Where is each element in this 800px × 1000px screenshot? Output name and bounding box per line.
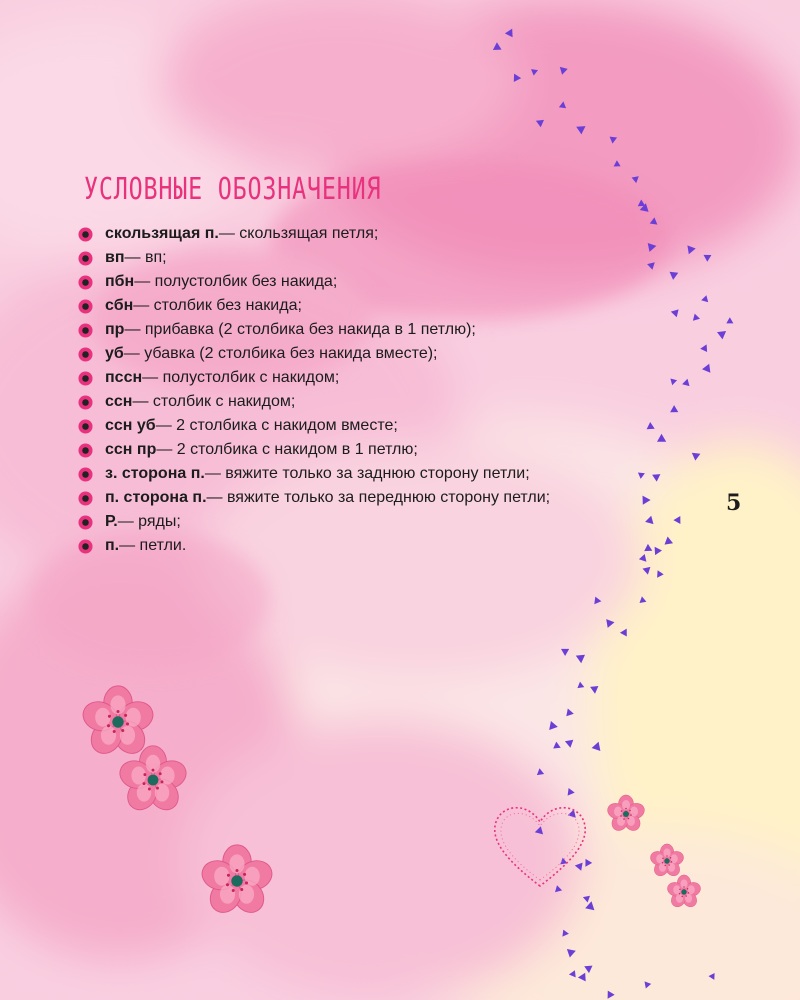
legend-desc: — полустолбик с накидом; xyxy=(142,369,340,386)
triangle-mark xyxy=(560,67,568,75)
triangle-mark xyxy=(576,126,585,134)
triangle-mark xyxy=(643,567,651,575)
flower-bullet-icon xyxy=(78,395,93,410)
list-item xyxy=(78,294,550,318)
legend-desc: — убавка (2 столбика без накида вместе); xyxy=(123,345,438,362)
legend-abbr: пссн xyxy=(105,369,143,386)
triangle-mark xyxy=(647,422,655,429)
list-item xyxy=(78,270,550,294)
legend-abbr: скользящая п. xyxy=(105,225,219,242)
legend-abbr: ссн пр xyxy=(105,441,157,458)
triangle-mark xyxy=(670,272,679,280)
triangle-mark xyxy=(645,516,653,524)
triangle-mark xyxy=(650,217,658,224)
legend-abbr: пр xyxy=(105,321,125,338)
list-item xyxy=(78,462,550,486)
list-item xyxy=(78,510,550,534)
heart-icon xyxy=(486,798,594,894)
legend-abbr: пбн xyxy=(105,273,135,290)
triangle-mark xyxy=(614,160,621,166)
legend-desc: — вп; xyxy=(124,249,167,266)
triangle-mark xyxy=(670,405,678,412)
flower-bullet-icon xyxy=(78,323,93,338)
triangle-mark xyxy=(657,434,666,442)
flower-icon xyxy=(606,794,646,834)
flower-icon xyxy=(117,744,189,816)
legend-desc: — столбик с накидом; xyxy=(132,393,296,410)
list-item xyxy=(78,534,550,558)
legend-desc: — ряды; xyxy=(117,513,181,530)
triangle-mark xyxy=(701,295,708,302)
triangle-mark xyxy=(687,245,695,254)
list-item xyxy=(78,414,550,438)
legend-desc: — 2 столбика с накидом вместе; xyxy=(155,417,398,434)
legend-abbr: п. сторона п. xyxy=(105,489,207,506)
legend-desc: — столбик без накида; xyxy=(133,297,302,314)
triangle-mark xyxy=(693,314,700,321)
triangle-mark xyxy=(692,453,701,461)
list-item xyxy=(78,246,550,270)
triangle-mark xyxy=(505,29,513,38)
triangle-mark xyxy=(638,200,646,207)
triangle-mark xyxy=(648,243,657,252)
triangle-mark xyxy=(709,973,715,980)
flower-bullet-icon xyxy=(78,491,93,506)
list-item xyxy=(78,366,550,390)
legend-abbr: з. сторона п. xyxy=(105,465,205,482)
list-item xyxy=(78,222,550,246)
legend-desc: — 2 столбика с накидом в 1 петлю; xyxy=(156,441,418,458)
legend-abbr: Р. xyxy=(105,513,118,530)
triangle-mark xyxy=(665,537,674,545)
legend-abbr: ссн уб xyxy=(105,417,156,434)
legend-desc: — петли. xyxy=(119,537,187,554)
legend-list xyxy=(78,222,550,558)
flower-bullet-icon xyxy=(78,347,93,362)
triangle-mark xyxy=(567,949,576,958)
triangle-mark xyxy=(682,379,689,386)
triangle-mark xyxy=(569,970,576,977)
triangle-mark xyxy=(531,69,538,76)
legend-desc: — прибавка (2 столбика без накида в 1 петлю); xyxy=(124,321,476,338)
flower-bullet-icon xyxy=(78,275,93,290)
triangle-mark xyxy=(578,973,586,982)
triangle-mark xyxy=(673,516,680,524)
flower-bullet-icon xyxy=(78,371,93,386)
triangle-mark xyxy=(577,682,584,689)
triangle-mark xyxy=(606,619,614,628)
flower-bullet-icon xyxy=(78,515,93,530)
triangle-mark xyxy=(726,317,733,323)
triangle-mark xyxy=(638,473,645,479)
legend-desc: — полустолбик без накида; xyxy=(134,273,338,290)
triangle-mark xyxy=(643,496,651,505)
list-item xyxy=(78,390,550,414)
legend-desc: — вяжите только за переднюю сторону петли; xyxy=(206,489,551,506)
triangle-mark xyxy=(590,686,598,694)
triangle-mark xyxy=(632,176,639,183)
flower-bullet-icon xyxy=(78,539,93,554)
list-item xyxy=(78,318,550,342)
triangle-mark xyxy=(620,629,627,637)
list-item xyxy=(78,438,550,462)
flower-bullet-icon xyxy=(78,227,93,242)
triangle-mark xyxy=(585,901,594,910)
triangle-mark xyxy=(559,101,566,108)
legend-abbr: ссн xyxy=(105,393,133,410)
triangle-mark xyxy=(610,137,618,144)
triangle-mark xyxy=(639,554,647,562)
flower-bullet-icon xyxy=(78,419,93,434)
triangle-mark xyxy=(717,331,726,339)
triangle-mark xyxy=(565,740,573,748)
triangle-mark xyxy=(704,255,712,262)
triangle-mark xyxy=(655,547,662,555)
flower-bullet-icon xyxy=(78,443,93,458)
flower-bullet-icon xyxy=(78,299,93,314)
list-item xyxy=(78,486,550,510)
triangle-mark xyxy=(594,597,601,605)
triangle-mark xyxy=(514,74,521,82)
flower-bullet-icon xyxy=(78,467,93,482)
triangle-mark xyxy=(537,768,544,775)
triangle-mark xyxy=(608,991,615,999)
triangle-mark xyxy=(568,788,575,796)
legend-abbr: п. xyxy=(105,537,120,554)
triangle-mark xyxy=(562,930,569,937)
triangle-mark xyxy=(592,742,601,751)
legend-abbr: уб xyxy=(105,345,124,362)
triangle-mark xyxy=(576,655,585,663)
page-number: 5 xyxy=(726,490,742,516)
triangle-mark xyxy=(549,721,558,730)
list-item xyxy=(78,342,550,366)
triangle-mark xyxy=(493,42,502,50)
triangle-mark xyxy=(553,742,561,749)
triangle-mark xyxy=(645,981,652,988)
triangle-mark xyxy=(583,896,590,903)
page-title: УСЛОВНЫЕ ОБОЗНАЧЕНИЯ xyxy=(84,172,382,207)
triangle-mark xyxy=(670,379,677,386)
triangle-mark xyxy=(644,544,652,551)
flower-bullet-icon xyxy=(78,251,93,266)
triangle-mark xyxy=(671,309,679,317)
legend-abbr: вп xyxy=(105,249,125,266)
legend-desc: — скользящая петля; xyxy=(218,225,379,242)
triangle-mark xyxy=(584,966,592,974)
triangle-mark xyxy=(647,262,655,270)
flower-icon xyxy=(199,843,275,919)
flower-icon xyxy=(666,874,702,910)
triangle-mark xyxy=(652,474,660,482)
triangle-mark xyxy=(536,120,544,127)
triangle-mark xyxy=(657,570,664,577)
triangle-mark xyxy=(561,649,569,656)
triangle-mark xyxy=(700,344,707,352)
triangle-mark xyxy=(566,709,574,717)
legend-desc: — вяжите только за заднюю сторону петли; xyxy=(204,465,530,482)
triangle-mark xyxy=(640,596,647,603)
triangle-mark xyxy=(702,364,710,373)
legend-abbr: сбн xyxy=(105,297,134,314)
